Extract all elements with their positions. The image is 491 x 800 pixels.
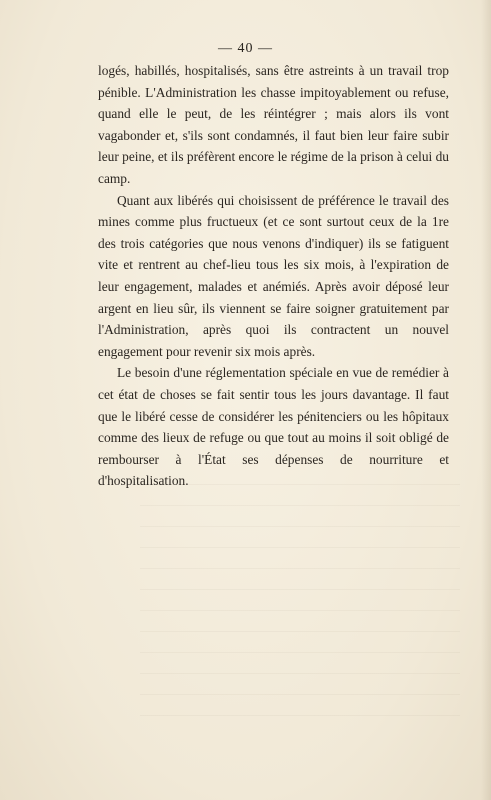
paragraph-1: logés, habillés, hospitalisés, sans être astreints à un travail trop pénible. L'Administration les chasse impitoyablement ou refuse, quand elle le peut, de les réintégrer ; mais alors ils vont vagabonder et, s'ils sont condamnés, il faut bien leur faire subir leur peine, et ils préfèrent encore le régime de la prison à celui du camp. xyxy=(98,63,449,186)
body-text xyxy=(98,60,449,492)
page-number: — 40 — xyxy=(218,41,273,56)
paragraph-3: Le besoin d'une réglementation spéciale en vue de remédier à cet état de choses se fait sentir tous les jours davantage. Il faut que le libéré cesse de considérer les pénitenciers ou les hôpitaux comme des lieux de refuge ou que tout au moins il soit obligé de rembourser à l'État ses dépenses de nourriture et d'hospitalisation. xyxy=(98,365,449,489)
page-edge-shadow xyxy=(481,0,491,800)
paragraph-2: Quant aux libérés qui choisissent de préférence le travail des mines comme plus fructueux (et ce sont surtout ceux de la 1re des trois catégories que nous venons d'indiquer) ils se fatiguent vite et rentrent au chef-lieu tous les six mois, à l'expiration de leur engagement, malades et anémiés. Après avoir déposé leur argent en lieu sûr, ils viennent se faire soigner gratuitement par l'Administration, après quoi ils contractent un nouvel engagement pour revenir six mois après. xyxy=(98,192,449,359)
show-through-text xyxy=(140,470,460,720)
